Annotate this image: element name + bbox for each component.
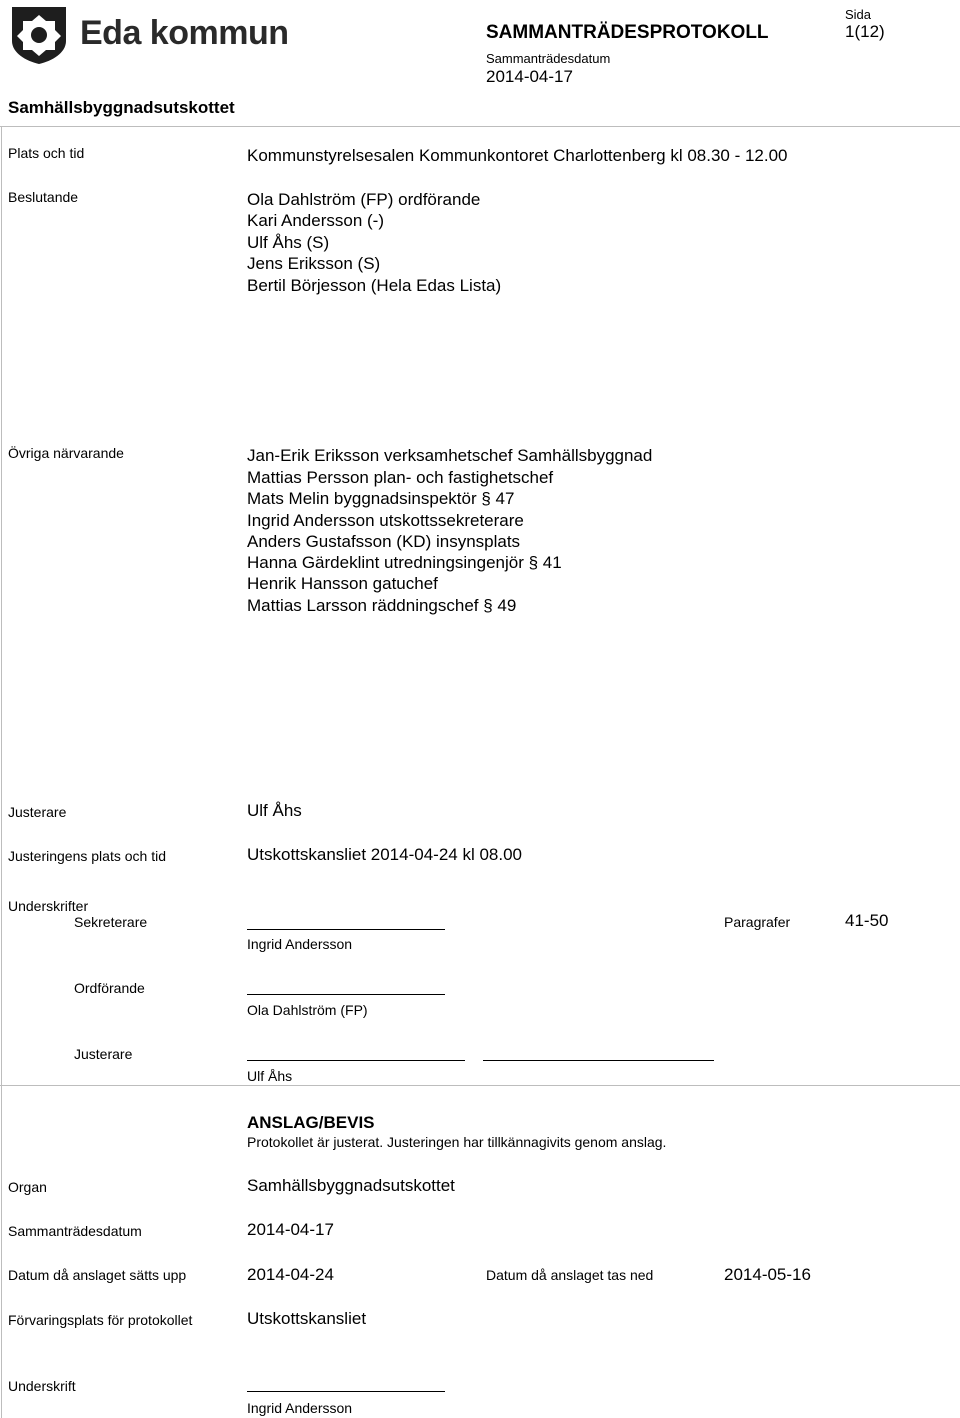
- others-member: Ingrid Andersson utskottssekreterare: [247, 511, 524, 530]
- secretary-signature-line: [247, 929, 445, 930]
- deciding-member: Ola Dahlström (FP) ordförande: [247, 190, 481, 209]
- notice-divider: [0, 1085, 960, 1086]
- removed-value: 2014-05-16: [724, 1265, 811, 1284]
- chair-label: Ordförande: [74, 980, 145, 996]
- sig-adjuster-name: Ulf Åhs: [247, 1068, 293, 1084]
- organ-value: Samhällsbyggnadsutskottet: [247, 1176, 455, 1195]
- others-member: Mattias Persson plan- och fastighetschef: [247, 468, 554, 487]
- posted-label: Datum då anslaget sätts upp: [8, 1267, 187, 1283]
- page-number: 1(12): [845, 22, 885, 41]
- others-member: Mats Melin byggnadsinspektör § 47: [247, 489, 515, 508]
- removed-label: Datum då anslaget tas ned: [486, 1267, 654, 1283]
- document-title: SAMMANTRÄDESPROTOKOLL: [486, 22, 769, 43]
- paragraphs-value: 41-50: [845, 911, 889, 930]
- deciding-member: Bertil Börjesson (Hela Edas Lista): [247, 276, 502, 295]
- organ-label: Organ: [8, 1179, 47, 1195]
- adjuster-value: Ulf Åhs: [247, 801, 302, 820]
- others-member: Henrik Hansson gatuchef: [247, 574, 438, 593]
- place-label: Plats och tid: [8, 145, 85, 161]
- secretary-name: Ingrid Andersson: [247, 936, 353, 952]
- chair-signature-line: [247, 994, 445, 995]
- meeting-date-label: Sammanträdesdatum: [486, 51, 611, 66]
- committee-name: Samhällsbyggnadsutskottet: [8, 98, 235, 117]
- coat-of-arms-icon: [8, 3, 70, 65]
- signature-label: Underskrift: [8, 1378, 76, 1394]
- sig-adjuster-label: Justerare: [74, 1046, 133, 1062]
- notice-date-value: 2014-04-17: [247, 1220, 334, 1239]
- deciding-label: Beslutande: [8, 189, 79, 205]
- storage-value: Utskottskansliet: [247, 1309, 367, 1328]
- storage-label: Förvaringsplats för protokollet: [8, 1312, 193, 1328]
- notice-signature-line: [247, 1391, 445, 1392]
- place-value: Kommunstyrelsesalen Kommunkontoret Charlottenberg kl 08.30 - 12.00: [247, 146, 788, 165]
- deciding-member: Kari Andersson (-): [247, 211, 384, 230]
- deciding-member: Jens Eriksson (S): [247, 254, 381, 273]
- page-label: Sida: [845, 7, 872, 22]
- deciding-member: Ulf Åhs (S): [247, 233, 330, 252]
- chair-name: Ola Dahlström (FP): [247, 1002, 368, 1018]
- paragraphs-label: Paragrafer: [724, 914, 791, 930]
- adjust-place-label: Justeringens plats och tid: [8, 848, 166, 864]
- others-member: Jan-Erik Eriksson verksamhetschef Samhällsbyggnad: [247, 446, 653, 465]
- adjuster-signature-line: [247, 1060, 465, 1061]
- signatures-heading: Underskrifter: [8, 898, 89, 914]
- others-member: Mattias Larsson räddningschef § 49: [247, 596, 517, 615]
- left-frame: [1, 126, 2, 1418]
- notice-date-label: Sammanträdesdatum: [8, 1223, 142, 1239]
- logo-text: Eda kommun: [80, 14, 289, 52]
- notice-text: Protokollet är justerat. Justeringen har tillkännagivits genom anslag.: [247, 1134, 667, 1150]
- posted-value: 2014-04-24: [247, 1265, 334, 1284]
- header-divider: [0, 126, 960, 127]
- adjust-place-value: Utskottskansliet 2014-04-24 kl 08.00: [247, 845, 522, 864]
- others-member: Anders Gustafsson (KD) insynsplats: [247, 532, 521, 551]
- notice-signature-name: Ingrid Andersson: [247, 1400, 353, 1416]
- notice-title: ANSLAG/BEVIS: [247, 1113, 375, 1132]
- adjuster-label: Justerare: [8, 804, 67, 820]
- others-label: Övriga närvarande: [8, 445, 124, 461]
- adjuster-signature-line-2: [483, 1060, 714, 1061]
- meeting-date-value: 2014-04-17: [486, 67, 573, 86]
- secretary-label: Sekreterare: [74, 914, 148, 930]
- others-member: Hanna Gärdeklint utredningsingenjör § 41: [247, 553, 562, 572]
